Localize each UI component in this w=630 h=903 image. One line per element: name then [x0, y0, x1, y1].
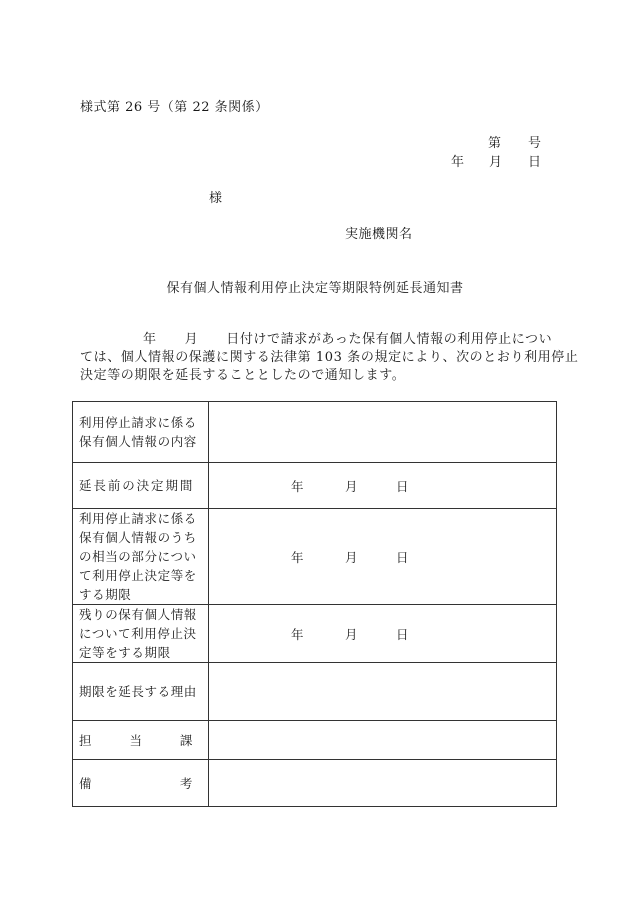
- table-row-remarks: [73, 760, 557, 807]
- form-number: 様式第 26 号（第 22 条関係）: [80, 100, 269, 115]
- label-department: 担 当 課: [73, 721, 209, 760]
- year-label: 年: [291, 478, 304, 494]
- body-line-1: [80, 331, 553, 349]
- month-label: 月: [345, 626, 358, 642]
- table-row-original-period: [73, 463, 557, 509]
- value-remarks: [209, 760, 557, 807]
- document-number-suffix: 号: [528, 136, 542, 151]
- value-original-period: [209, 463, 557, 509]
- table-row-partial-deadline: [73, 509, 557, 605]
- value-partial-deadline: [209, 509, 557, 605]
- header-date-year: 年: [451, 155, 465, 170]
- addressee-honorific: 様: [209, 191, 223, 206]
- value-extension-reason: [209, 663, 557, 721]
- label-extension-reason: 期限を延長する理由: [73, 663, 209, 721]
- notice-body: [80, 331, 579, 385]
- extension-details-table: [72, 401, 557, 807]
- table-row-department: [73, 721, 557, 760]
- month-label: 月: [345, 478, 358, 494]
- body-line-3: 決定等の期限を延長することとしたので通知します。: [80, 368, 406, 383]
- document-title: 保有個人情報利用停止決定等期限特例延長通知書: [166, 281, 464, 296]
- label-original-period: 延 長 前 の 決 定 期 間: [73, 463, 209, 509]
- agency-name-label: 実施機関名: [345, 227, 413, 242]
- body-month: 月: [184, 332, 199, 347]
- body-line-2: ては、個人情報の保護に関する法律第 103 条の規定により、次のとおり利用停止: [80, 350, 579, 365]
- document-number-prefix: 第: [488, 136, 502, 151]
- value-department: [209, 721, 557, 760]
- value-request-content: [209, 402, 557, 463]
- header-date-day: 日: [528, 155, 542, 170]
- year-label: 年: [291, 626, 304, 642]
- body-year: 年: [143, 332, 157, 347]
- day-label: 日: [396, 549, 409, 565]
- body-line-1-text: 日付けで請求があった保有個人情報の利用停止につい: [226, 332, 553, 347]
- year-label: 年: [291, 549, 304, 565]
- value-remaining-deadline: [209, 605, 557, 663]
- label-remaining-deadline: 残りの保有個人情報 について利用停止決 定等をする期限: [73, 605, 209, 663]
- label-partial-deadline: 利用停止請求に係る 保有個人情報のうち の相当の部分につい て利用停止決定等を する期限: [73, 509, 209, 605]
- header-date-month: 月: [489, 155, 503, 170]
- table-row-content: [73, 402, 557, 463]
- day-label: 日: [396, 478, 409, 494]
- label-remarks: 備 考: [73, 760, 209, 807]
- label-request-content: 利用停止請求に係る 保有個人情報の内容: [73, 402, 209, 463]
- day-label: 日: [396, 626, 409, 642]
- month-label: 月: [345, 549, 358, 565]
- table-row-remaining-deadline: [73, 605, 557, 663]
- table-row-reason: [73, 663, 557, 721]
